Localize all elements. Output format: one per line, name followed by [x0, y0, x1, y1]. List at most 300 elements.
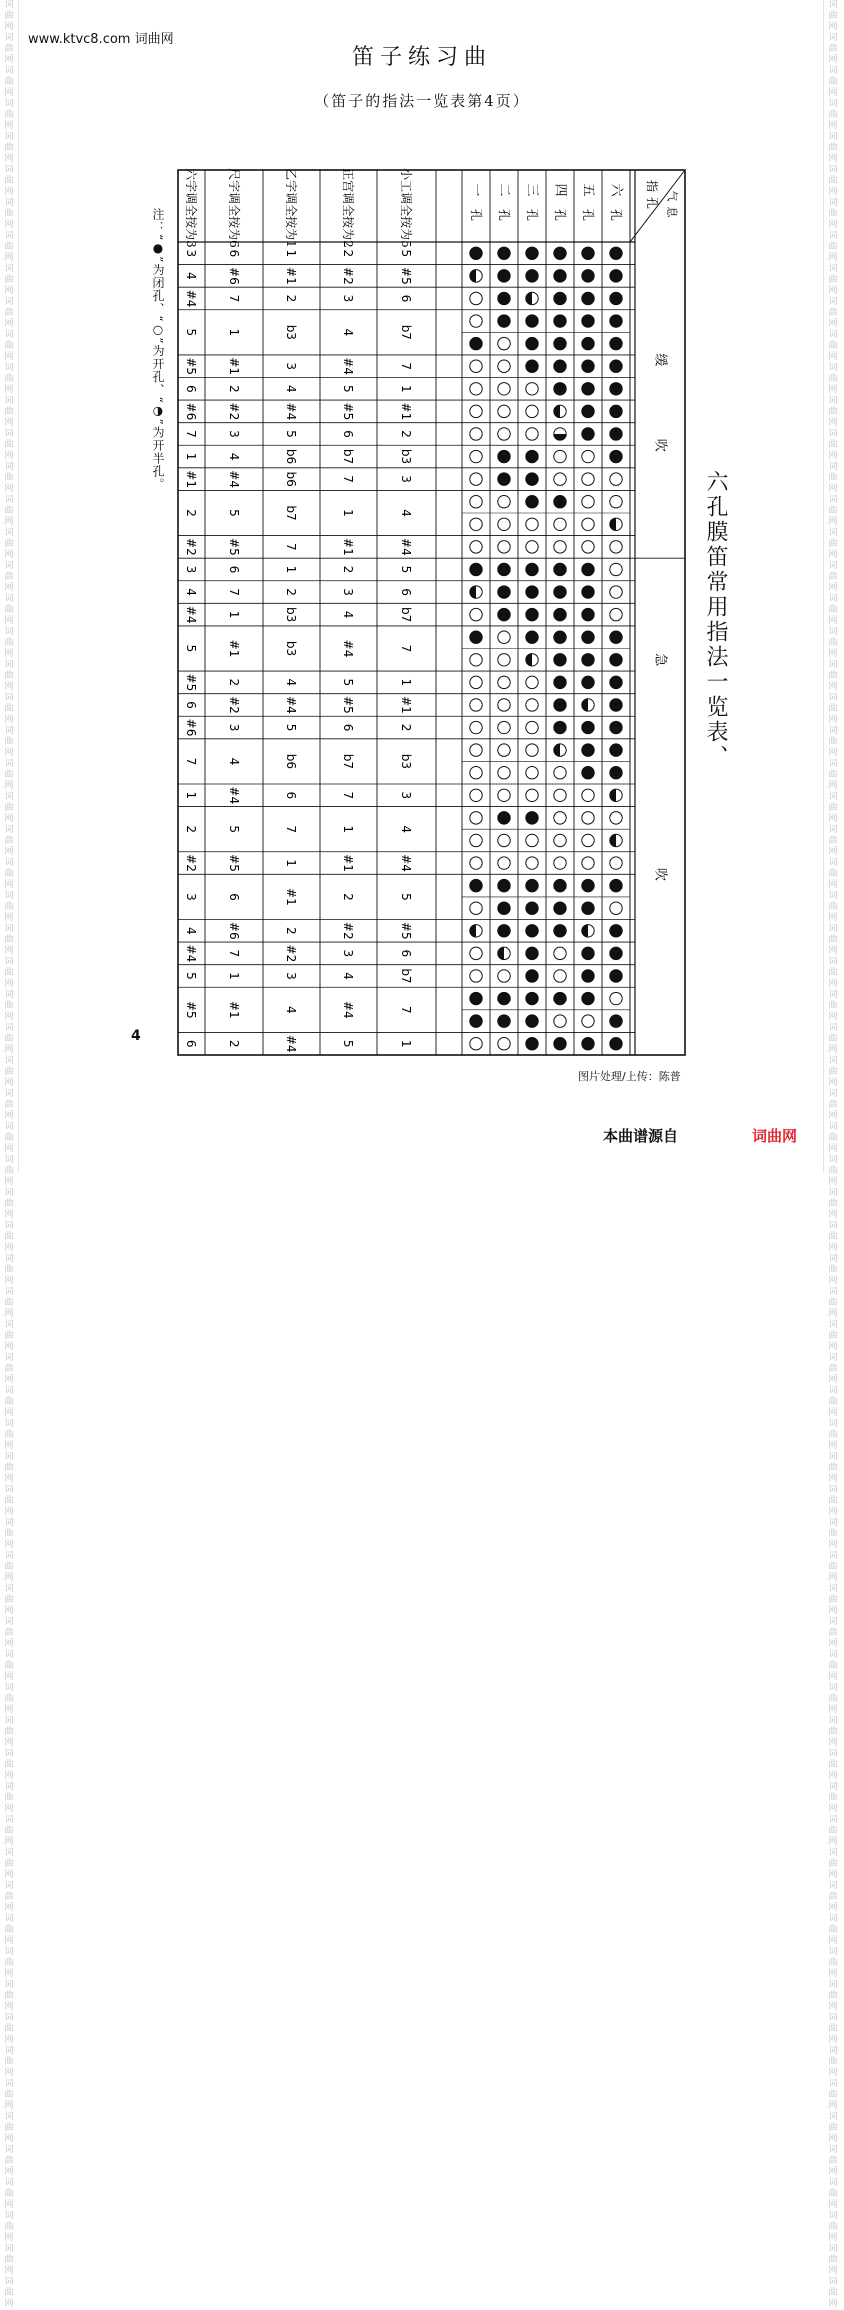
hole-open-mark [526, 767, 538, 779]
hole-open-mark [526, 541, 538, 553]
hole-closed-mark [526, 608, 538, 620]
hole-open-mark [554, 767, 566, 779]
hole-open-mark [582, 812, 594, 824]
note-label: #4 [341, 1000, 355, 1019]
hole-open-mark [470, 699, 482, 711]
hole-open-mark [470, 767, 482, 779]
hole-open-mark [526, 699, 538, 711]
note-label: 7 [341, 791, 355, 800]
hole-open-mark [526, 721, 538, 733]
note-label: 1 [184, 452, 198, 461]
hole-open-mark [526, 383, 538, 395]
hole-closed-mark [526, 970, 538, 982]
note-label: b7 [341, 448, 355, 465]
note-label: 7 [284, 825, 298, 833]
hole-closed-mark [554, 654, 566, 666]
hole-open-mark [526, 789, 538, 801]
hole-closed-mark [582, 744, 594, 756]
hole-closed-mark [610, 450, 622, 462]
hole-open-mark [498, 383, 510, 395]
hole-closed-mark [582, 405, 594, 417]
note-label: #1 [227, 639, 241, 658]
hole-closed-mark [610, 654, 622, 666]
hole-closed-mark [470, 563, 482, 575]
hole-closed-mark [582, 1038, 594, 1050]
hole-closed-mark [582, 360, 594, 372]
note-label: #4 [284, 1034, 298, 1053]
note-label: 3 [183, 249, 198, 258]
hole-open-mark [610, 473, 622, 485]
page-number: 4 [131, 1028, 141, 1044]
note-label: #5 [184, 1000, 198, 1019]
hole-closed-mark [582, 315, 594, 327]
hole-open-mark [610, 857, 622, 869]
note-label: 1 [227, 610, 241, 619]
hole-closed-mark [610, 383, 622, 395]
note-label: 6 [399, 949, 413, 958]
note-label: 2 [227, 384, 241, 393]
note-label: 3 [399, 791, 413, 800]
hole-open-mark [470, 947, 482, 959]
hole-open-mark [470, 496, 482, 508]
hole-open-mark [498, 405, 510, 417]
note-label: 5 [341, 678, 355, 687]
hole-closed-mark [554, 563, 566, 575]
hole-open-mark [470, 450, 482, 462]
corner-label-hole: 指 [645, 179, 659, 193]
hole-closed-mark [610, 970, 622, 982]
hole-open-mark [470, 608, 482, 620]
hole-closed-mark [554, 721, 566, 733]
note-label: 7 [284, 543, 298, 551]
note-label: #2 [227, 402, 241, 421]
note-label: 7 [184, 757, 198, 766]
hole-closed-mark [610, 270, 622, 282]
hole-half-fill [554, 744, 560, 756]
hole-open-mark [582, 450, 594, 462]
hole-header: 孔 [609, 208, 623, 222]
hole-half-fill [470, 270, 476, 282]
hole-header: 孔 [469, 208, 483, 222]
hole-header: 孔 [553, 208, 567, 222]
hole-closed-mark [554, 270, 566, 282]
hole-closed-mark [526, 586, 538, 598]
hole-open-mark [470, 744, 482, 756]
note-label: 5 [227, 825, 241, 833]
hole-open-mark [470, 518, 482, 530]
note-label: 4 [399, 825, 413, 833]
hole-closed-mark [526, 992, 538, 1004]
hole-open-mark [554, 450, 566, 462]
hole-open-mark [554, 518, 566, 530]
source-label: 本曲谱源自 [603, 1127, 679, 1145]
hole-closed-mark [498, 292, 510, 304]
note-label: 4 [184, 926, 198, 935]
hole-closed-mark [526, 563, 538, 575]
note-label: #2 [284, 944, 298, 963]
note-label: 7 [399, 1006, 413, 1014]
note-label: #4 [227, 786, 241, 805]
hole-closed-mark [610, 1015, 622, 1027]
hole-open-mark [470, 676, 482, 688]
note-label: 2 [284, 926, 298, 935]
note-label: 2 [184, 509, 198, 517]
note-label: 4 [341, 328, 355, 337]
hole-open-mark [610, 992, 622, 1004]
note-label: 3 [341, 588, 355, 596]
hole-open-mark [470, 541, 482, 553]
note-label: 6 [341, 723, 355, 732]
hole-closed-mark [554, 337, 566, 349]
hole-open-mark [526, 518, 538, 530]
note-label: #4 [399, 854, 413, 872]
hole-closed-mark [526, 631, 538, 643]
note-label: 3 [341, 294, 355, 303]
note-label: 4 [399, 509, 413, 517]
hole-open-mark [498, 518, 510, 530]
note-label: 5 [184, 644, 198, 653]
hole-open-mark [470, 292, 482, 304]
hole-closed-mark [498, 473, 510, 485]
hole-open-mark [470, 721, 482, 733]
note-label: 1 [284, 859, 298, 867]
note-label: 7 [227, 949, 241, 958]
hole-open-mark [470, 902, 482, 914]
note-label: b3 [399, 448, 413, 465]
key-header: 六字调全按为3 [184, 168, 198, 248]
hole-open-mark [498, 767, 510, 779]
note-label: 7 [184, 430, 198, 438]
hole-closed-mark [554, 383, 566, 395]
hole-closed-mark [554, 608, 566, 620]
note-label: #5 [399, 921, 413, 940]
note-label: 5 [399, 565, 413, 574]
hole-open-mark [582, 1015, 594, 1027]
hole-half-fill [526, 654, 532, 666]
note-label: 3 [341, 949, 355, 958]
note-label: 6 [341, 430, 355, 438]
note-label: 1 [184, 791, 198, 800]
hole-closed-mark [554, 360, 566, 372]
note-label: 1 [341, 509, 355, 517]
hole-open-mark [498, 857, 510, 869]
note-label: 3 [184, 893, 198, 901]
hole-closed-mark [498, 450, 510, 462]
hole-closed-mark [554, 586, 566, 598]
hole-open-mark [470, 473, 482, 485]
hole-closed-mark [498, 879, 510, 891]
hole-open-mark [526, 857, 538, 869]
hole-closed-mark [554, 292, 566, 304]
hole-header: 一 [468, 183, 484, 197]
note-label: b3 [284, 324, 298, 340]
note-label: b6 [284, 471, 298, 487]
hole-closed-mark [526, 247, 538, 259]
hole-half-fill [610, 518, 616, 530]
hole-open-mark [470, 970, 482, 982]
hole-closed-mark [526, 337, 538, 349]
hole-closed-mark [582, 586, 594, 598]
hole-open-mark [526, 428, 538, 440]
hole-closed-mark [610, 721, 622, 733]
hole-closed-mark [582, 247, 594, 259]
hole-open-mark [470, 405, 482, 417]
note-label: 4 [284, 678, 298, 687]
note-label: 2 [227, 1039, 241, 1048]
hole-half-fill [470, 925, 476, 937]
source-site-link[interactable]: 词曲网 [752, 1127, 798, 1145]
note-label: 6 [184, 384, 198, 393]
hole-closed-mark [610, 428, 622, 440]
note-label: #4 [284, 402, 298, 421]
hole-open-mark [526, 744, 538, 756]
hole-closed-mark [526, 879, 538, 891]
watermark-left: 词曲网词曲网词曲网词曲网词曲网词曲网词曲网词曲网词曲网词曲网词曲网词曲网词曲网词曲网词曲网词曲网词曲网词曲网词曲网词曲网词曲网词曲网词曲网词曲网词曲网词曲网词曲网词曲网词曲网词曲网词曲网词曲网词曲网词曲网词曲网词曲网词曲网词曲网词曲网词曲网词曲网词曲网词曲网词曲网词曲网词曲网词曲网词曲网词曲网词曲网词曲网词曲网词曲网词曲网词曲网词曲网词曲网词曲网词曲网词曲网词曲网词曲网词曲网词曲网词曲网词曲网词曲网词曲网词曲网词曲网 [4, 0, 14, 2309]
hole-open-mark [498, 676, 510, 688]
hole-closed-mark [582, 563, 594, 575]
note-label: 5 [184, 328, 198, 337]
note-label: #2 [341, 267, 355, 285]
note-label: #4 [184, 944, 198, 963]
note-label: 1 [399, 678, 413, 687]
note-label: 4 [184, 272, 198, 280]
note-label: #1 [184, 470, 198, 488]
corner-label-breath: 息 [665, 206, 679, 218]
breath-label: 急 [652, 653, 668, 667]
note-label: #2 [184, 854, 198, 872]
hole-open-mark [582, 834, 594, 846]
hole-closed-mark [610, 292, 622, 304]
note-label: 2 [227, 678, 241, 687]
hole-closed-mark [554, 925, 566, 937]
page-title: 笛子练习曲 [351, 45, 492, 70]
hole-closed-mark [582, 631, 594, 643]
hole-open-mark [610, 586, 622, 598]
note-label: b3 [284, 606, 298, 623]
note-label: 7 [227, 294, 241, 303]
note-label: #5 [184, 673, 198, 692]
hole-closed-mark [610, 315, 622, 327]
hole-header: 四 [552, 183, 568, 197]
hole-closed-mark [582, 947, 594, 959]
hole-closed-mark [498, 270, 510, 282]
hole-half-fill [554, 434, 566, 440]
hole-open-mark [498, 699, 510, 711]
note-label: 1 [284, 565, 298, 574]
hole-open-mark [610, 496, 622, 508]
hole-closed-mark [526, 473, 538, 485]
note-label: 1 [341, 825, 355, 833]
hole-open-mark [470, 315, 482, 327]
note-label: #4 [184, 289, 198, 308]
breath-label: 缓 [652, 353, 668, 367]
hole-open-mark [554, 473, 566, 485]
hole-closed-mark [610, 360, 622, 372]
hole-closed-mark [582, 654, 594, 666]
hole-open-mark [582, 518, 594, 530]
hole-closed-mark [610, 247, 622, 259]
note-label: 7 [399, 362, 413, 371]
note-label: 2 [399, 430, 413, 438]
hole-closed-mark [554, 496, 566, 508]
hole-closed-mark [526, 1038, 538, 1050]
hole-closed-mark [470, 337, 482, 349]
note-label: #2 [227, 696, 241, 714]
note-label: 1 [284, 249, 298, 258]
note-label: #4 [399, 538, 413, 556]
note-label: b3 [399, 753, 413, 770]
hole-closed-mark [582, 721, 594, 733]
hole-closed-mark [498, 563, 510, 575]
key-header: 小工调全按为5 [399, 168, 413, 248]
note-label: 6 [184, 701, 198, 709]
note-label: 6 [184, 1039, 198, 1048]
note-label: #2 [341, 921, 355, 940]
hole-closed-mark [498, 992, 510, 1004]
hole-closed-mark [526, 315, 538, 327]
note-label: 2 [341, 893, 355, 901]
hole-header: 孔 [581, 208, 595, 222]
hole-open-mark [554, 812, 566, 824]
note-label: #6 [184, 402, 198, 421]
hole-half-fill [582, 699, 588, 711]
hole-closed-mark [470, 992, 482, 1004]
hole-closed-mark [554, 247, 566, 259]
note-label: #1 [284, 267, 298, 285]
site-url[interactable]: www.ktvc8.com 词曲网 [28, 32, 174, 47]
note-label: 5 [227, 509, 241, 517]
hole-closed-mark [526, 270, 538, 282]
note-label: 6 [399, 294, 413, 303]
hole-open-mark [554, 541, 566, 553]
note-label: 3 [227, 723, 241, 732]
note-label: #5 [184, 357, 198, 376]
hole-closed-mark [582, 337, 594, 349]
hole-open-mark [470, 654, 482, 666]
note-label: #6 [227, 921, 241, 940]
note-label: #1 [284, 888, 298, 906]
watermark-right: 词曲网词曲网词曲网词曲网词曲网词曲网词曲网词曲网词曲网词曲网词曲网词曲网词曲网词曲网词曲网词曲网词曲网词曲网词曲网词曲网词曲网词曲网词曲网词曲网词曲网词曲网词曲网词曲网词曲网词曲网词曲网词曲网词曲网词曲网词曲网词曲网词曲网词曲网词曲网词曲网词曲网词曲网词曲网词曲网词曲网词曲网词曲网词曲网词曲网词曲网词曲网词曲网词曲网词曲网词曲网词曲网词曲网词曲网词曲网词曲网词曲网词曲网词曲网词曲网词曲网词曲网词曲网词曲网词曲网词曲网 [828, 0, 838, 2309]
note-label: 6 [284, 791, 298, 800]
corner-label-breath: 气 [665, 190, 679, 202]
hole-closed-mark [554, 992, 566, 1004]
hole-closed-mark [582, 292, 594, 304]
note-label: 1 [399, 384, 413, 393]
hole-closed-mark [554, 315, 566, 327]
hole-closed-mark [498, 902, 510, 914]
note-label: #1 [227, 1000, 241, 1019]
hole-open-mark [554, 970, 566, 982]
hole-open-mark [554, 857, 566, 869]
note-label: 6 [226, 249, 241, 258]
hole-half-fill [498, 947, 504, 959]
note-label: #4 [184, 605, 198, 624]
page-subtitle: （笛子的指法一览表第4页） [314, 92, 530, 110]
note-label: 2 [399, 723, 413, 732]
hole-header: 二 [496, 183, 512, 197]
note-label: 4 [227, 757, 241, 766]
hole-open-mark [498, 496, 510, 508]
hole-closed-mark [554, 631, 566, 643]
hole-open-mark [498, 970, 510, 982]
hole-open-mark [470, 1038, 482, 1050]
hole-open-mark [498, 360, 510, 372]
hole-closed-mark [470, 879, 482, 891]
note-label: 5 [341, 1039, 355, 1048]
note-label: 6 [399, 588, 413, 596]
note-label: 2 [184, 825, 198, 833]
hole-closed-mark [526, 360, 538, 372]
note-label: #5 [341, 402, 355, 421]
note-label: 3 [184, 565, 198, 574]
hole-open-mark [498, 789, 510, 801]
hole-open-mark [554, 1015, 566, 1027]
hole-open-mark [498, 834, 510, 846]
hole-closed-mark [582, 608, 594, 620]
hole-open-mark [526, 834, 538, 846]
note-label: 4 [341, 610, 355, 619]
hole-closed-mark [526, 925, 538, 937]
hole-closed-mark [526, 947, 538, 959]
note-label: #1 [399, 696, 413, 714]
hole-half-fill [470, 586, 476, 598]
note-label: 5 [284, 723, 298, 732]
note-label: 1 [399, 1039, 413, 1048]
hole-closed-mark [582, 970, 594, 982]
hole-closed-mark [610, 676, 622, 688]
hole-open-mark [498, 1038, 510, 1050]
hole-closed-mark [470, 1015, 482, 1027]
hole-closed-mark [526, 812, 538, 824]
note-label: #6 [184, 718, 198, 737]
hole-closed-mark [610, 744, 622, 756]
hole-closed-mark [498, 315, 510, 327]
hole-closed-mark [498, 925, 510, 937]
note-label: 6 [227, 565, 241, 574]
note-label: #4 [341, 357, 355, 376]
note-label: 3 [284, 972, 298, 980]
hole-open-mark [470, 834, 482, 846]
hole-closed-mark [610, 337, 622, 349]
hole-closed-mark [582, 879, 594, 891]
key-header: 正宫调全按为2 [341, 168, 355, 248]
hole-open-mark [582, 789, 594, 801]
note-label: #6 [227, 267, 241, 285]
hole-open-mark [582, 857, 594, 869]
note-label: b7 [284, 505, 298, 521]
hole-closed-mark [526, 496, 538, 508]
note-label: 3 [284, 362, 298, 371]
note-label: 3 [399, 475, 413, 483]
note-label: b7 [399, 324, 413, 340]
hole-open-mark [554, 834, 566, 846]
hole-closed-mark [498, 586, 510, 598]
note-label: b6 [284, 448, 298, 465]
hole-closed-mark [498, 247, 510, 259]
hole-closed-mark [554, 879, 566, 891]
hole-open-mark [470, 789, 482, 801]
hole-half-fill [554, 405, 560, 417]
note-label: b7 [341, 753, 355, 770]
hole-header: 六 [608, 183, 624, 197]
note-label: 5 [184, 972, 198, 980]
note-label: 7 [341, 475, 355, 483]
legend-note: 注：“●”为闭孔、“○”为开孔、“◑”为开半孔。 [151, 208, 165, 491]
hole-open-mark [582, 473, 594, 485]
hole-closed-mark [582, 676, 594, 688]
hole-closed-mark [554, 699, 566, 711]
hole-open-mark [610, 812, 622, 824]
